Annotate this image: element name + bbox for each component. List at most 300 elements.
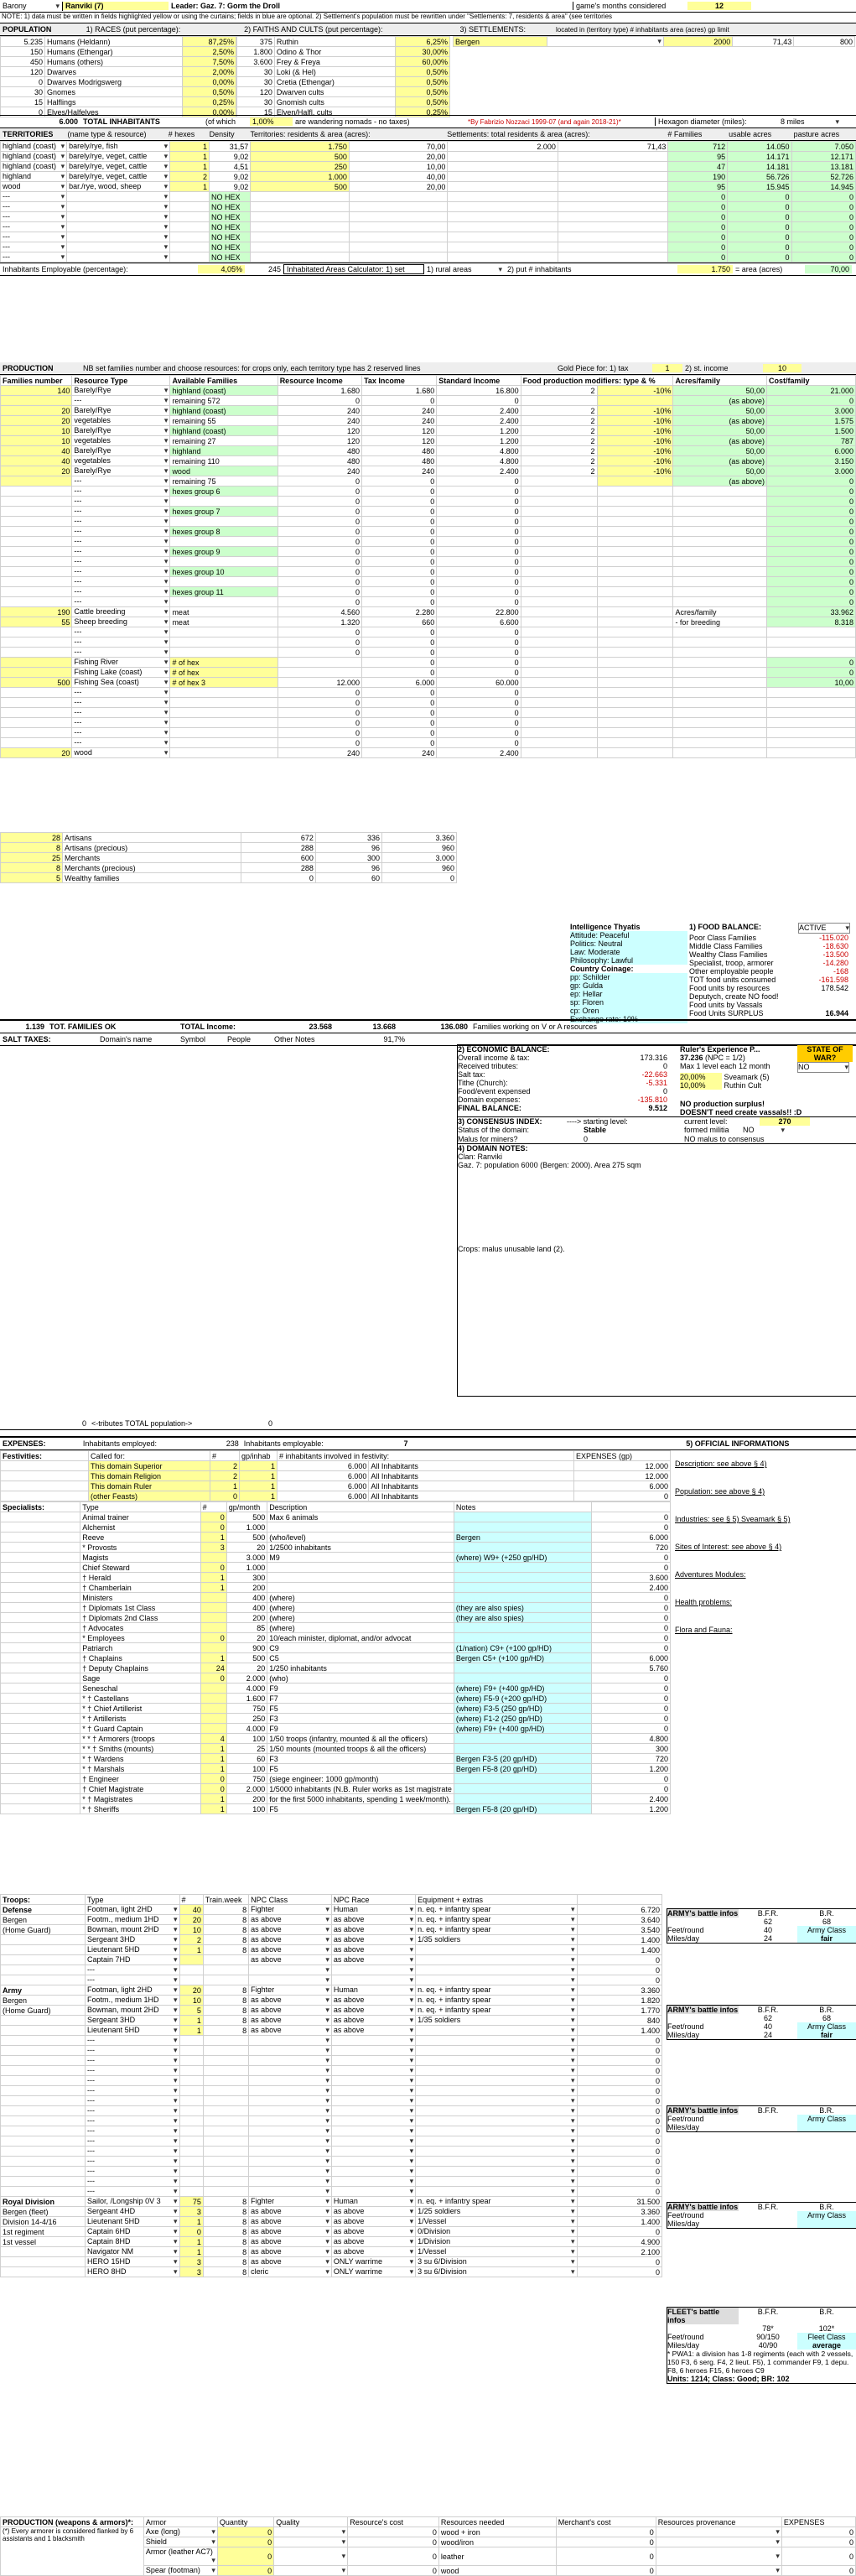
troop-cell[interactable]: as above ▾: [249, 2237, 332, 2247]
race-row-cell[interactable]: 0,50%: [183, 87, 236, 97]
specialist-cell[interactable]: 1: [200, 1744, 226, 1754]
production-other-row-cell[interactable]: 8: [1, 843, 63, 853]
specialist-cell[interactable]: Bergen C5+ (+100 gp/HD): [454, 1653, 591, 1663]
production-row-cell[interactable]: -10%: [597, 406, 673, 416]
troop-cell[interactable]: n. eq. + infantry spear ▾: [416, 1925, 577, 1935]
race-row-cell[interactable]: 0,25%: [183, 97, 236, 107]
specialist-cell[interactable]: 1: [200, 1583, 226, 1593]
specialist-cell[interactable]: [200, 1684, 226, 1694]
troop-cell[interactable]: HERO 8HD ▾: [86, 2267, 179, 2277]
territory-row-cell[interactable]: 1.000: [251, 172, 350, 182]
territory-row-cell[interactable]: wood ▾: [1, 182, 67, 192]
hex-diam-select[interactable]: 8 miles ▾: [778, 117, 842, 127]
specialist-cell: † Herald: [80, 1573, 200, 1583]
troop-cell[interactable]: 3: [179, 2207, 203, 2217]
specialist-cell[interactable]: [454, 1744, 591, 1754]
armor-cell[interactable]: 0: [217, 2547, 273, 2566]
troop-cell[interactable]: 3 su 6/Division ▾: [416, 2257, 577, 2267]
troop-cell[interactable]: as above ▾: [331, 2247, 415, 2257]
specialist-cell[interactable]: [454, 1663, 591, 1673]
intel-item[interactable]: Philosophy: Lawful: [570, 956, 687, 965]
territory-row-cell[interactable]: 250: [251, 162, 350, 172]
specialist-cell[interactable]: 0: [200, 1522, 226, 1533]
territory-row-cell[interactable]: 1.750: [251, 142, 350, 152]
production-row-cell[interactable]: 20: [1, 466, 72, 476]
troop-cell[interactable]: n. eq. + infantry spear ▾: [416, 2197, 577, 2207]
troop-row-empty-cell: --- ▾: [86, 1975, 179, 1985]
specialist-cell[interactable]: 1: [200, 1533, 226, 1543]
notes-clan[interactable]: Clan: Ranviki: [458, 1153, 503, 1161]
troop-cell[interactable]: as above ▾: [249, 1945, 332, 1955]
exchange-rate[interactable]: Exchange rate: 10%: [570, 1015, 687, 1023]
troop-cell[interactable]: Captain 6HD ▾: [86, 2227, 179, 2237]
faith-row-cell[interactable]: 6,25%: [396, 37, 450, 47]
troop-cell[interactable]: ONLY warrime ▾: [331, 2267, 415, 2277]
official-item[interactable]: Sites of Interest: see above § 4): [675, 1543, 782, 1551]
troop-cell[interactable]: 75: [179, 2197, 203, 2207]
troop-cell[interactable]: as above ▾: [249, 2006, 332, 2016]
production-row-cell[interactable]: --- ▾: [72, 396, 170, 406]
specialist-cell[interactable]: [200, 1613, 226, 1623]
official-item[interactable]: Adventures Modules:: [675, 1570, 746, 1579]
production-row-cell[interactable]: -10%: [597, 416, 673, 426]
territory-row-cell[interactable]: 2: [170, 172, 210, 182]
festivity-cell[interactable]: 1: [240, 1491, 278, 1501]
production-row-cell[interactable]: --- ▾: [72, 476, 170, 487]
troop-cell[interactable]: as above ▾: [331, 2016, 415, 2026]
race-row-cell[interactable]: 87,25%: [183, 37, 236, 47]
specialist-cell[interactable]: [454, 1522, 591, 1533]
production-row-cell[interactable]: 10: [1, 426, 72, 436]
faith-row-cell[interactable]: 60,00%: [396, 57, 450, 67]
settlement-territory[interactable]: [547, 37, 663, 47]
troop-cell[interactable]: 0/Division ▾: [416, 2227, 577, 2237]
troop-cell[interactable]: Fighter ▾: [249, 2197, 332, 2207]
territory-row-cell[interactable]: bar./rye, wood, sheep ▾: [67, 182, 170, 192]
specialist-cell[interactable]: 0: [200, 1563, 226, 1573]
specialist-cell[interactable]: [454, 1583, 591, 1593]
specialist-cell[interactable]: [200, 1714, 226, 1724]
armor-cell[interactable]: Axe (long) ▾: [143, 2527, 217, 2537]
specialist-cell[interactable]: 0: [200, 1512, 226, 1522]
faith-row-cell[interactable]: 0,25%: [396, 107, 450, 117]
armor-cell[interactable]: [274, 2547, 348, 2566]
employable-pct[interactable]: 4,05%: [198, 265, 245, 273]
calc-inhab[interactable]: 1.750: [677, 265, 733, 273]
specialist-cell[interactable]: (where) F5-9 (+200 gp/HD): [454, 1694, 591, 1704]
troop-cell[interactable]: as above ▾: [249, 1915, 332, 1925]
troop-cell[interactable]: Bowman, mount 2HD ▾: [86, 2006, 179, 2016]
troop-cell[interactable]: Sergeant 4HD ▾: [86, 2207, 179, 2217]
specialist-cell[interactable]: [454, 1593, 591, 1603]
salt-pct[interactable]: 20,00%: [680, 1073, 722, 1081]
faith-row-cell[interactable]: 0,50%: [396, 67, 450, 77]
territory-row-cell[interactable]: 500: [251, 152, 350, 162]
troop-cell[interactable]: as above ▾: [331, 2237, 415, 2247]
troop-cell[interactable]: as above ▾: [249, 1935, 332, 1945]
festivity-cell[interactable]: This domain Religion: [89, 1471, 210, 1481]
specialist-cell[interactable]: Bergen: [454, 1533, 591, 1543]
armor-cell[interactable]: [274, 2537, 348, 2547]
festivity-cell[interactable]: (other Feasts): [89, 1491, 210, 1501]
specialist-cell[interactable]: [454, 1673, 591, 1684]
current-level[interactable]: 270: [760, 1117, 810, 1126]
troop-cell[interactable]: Footman, light 2HD ▾: [86, 1985, 179, 1996]
troop-cell[interactable]: 1/Division ▾: [416, 2237, 577, 2247]
troop-cell[interactable]: as above ▾: [331, 2217, 415, 2227]
specialist-cell[interactable]: (they are also spies): [454, 1603, 591, 1613]
militia-select[interactable]: NO ▾: [743, 1126, 785, 1135]
specialist-cell[interactable]: 3: [200, 1543, 226, 1553]
intel-item[interactable]: Attitude: Peaceful: [570, 931, 687, 939]
armor-cell[interactable]: Armor (leather AC7) ▾: [143, 2547, 217, 2566]
festivity-cell[interactable]: 1: [210, 1481, 240, 1491]
troop-cell[interactable]: as above ▾: [249, 1996, 332, 2006]
territory-row-cell[interactable]: 1: [170, 152, 210, 162]
official-item[interactable]: Health problems:: [675, 1598, 733, 1606]
troop-cell[interactable]: [416, 2026, 577, 2036]
income-val[interactable]: 10: [763, 364, 802, 372]
troop-cell[interactable]: as above ▾: [249, 2247, 332, 2257]
territory-row-cell[interactable]: barely/rye, fish ▾: [67, 142, 170, 152]
troop-cell[interactable]: 5: [179, 2006, 203, 2016]
armor-cell[interactable]: 0: [217, 2527, 273, 2537]
official-item[interactable]: Population: see above § 4): [675, 1487, 765, 1496]
specialist-cell[interactable]: (where) F3-5 (250 gp/HD): [454, 1704, 591, 1714]
troop-cell[interactable]: 1/35 soldiers ▾: [416, 1935, 577, 1945]
specialist-cell[interactable]: [200, 1704, 226, 1714]
troop-cell[interactable]: [416, 1945, 577, 1955]
troop-cell[interactable]: Lieutenant 5HD ▾: [86, 2026, 179, 2036]
troop-row-empty-cell: [249, 2147, 332, 2157]
festivity-cell[interactable]: 0: [210, 1491, 240, 1501]
troop-cell[interactable]: n. eq. + infantry spear ▾: [416, 1905, 577, 1915]
production-other-row-cell[interactable]: 28: [1, 833, 63, 843]
specialist-cell[interactable]: 1: [200, 1794, 226, 1804]
troop-cell[interactable]: as above ▾: [249, 1955, 332, 1965]
race-row-cell[interactable]: 7,50%: [183, 57, 236, 67]
festivity-cell[interactable]: 1: [240, 1481, 278, 1491]
specialist-cell[interactable]: [200, 1593, 226, 1603]
troop-cell[interactable]: as above ▾: [331, 2026, 415, 2036]
troop-cell[interactable]: as above ▾: [249, 2207, 332, 2217]
specialist-cell[interactable]: 0: [200, 1774, 226, 1784]
production-row-cell[interactable]: 10: [1, 436, 72, 446]
production-row-cell[interactable]: Barely/Rye ▾: [72, 406, 170, 416]
troop-row-empty-cell: [331, 2046, 415, 2056]
production-row-cell[interactable]: [597, 476, 673, 487]
settlement-inhab[interactable]: 2000: [663, 37, 732, 47]
troop-cell[interactable]: as above ▾: [331, 2006, 415, 2016]
troop-cell[interactable]: 1/35 soldiers ▾: [416, 2016, 577, 2026]
troop-cell[interactable]: 1: [179, 2247, 203, 2257]
territory-row-cell[interactable]: highland (coast) ▾: [1, 142, 67, 152]
specialist-cell[interactable]: [454, 1543, 591, 1553]
specialist-cell[interactable]: 0: [200, 1784, 226, 1794]
production-other-row-cell[interactable]: 8: [1, 863, 63, 873]
troop-cell[interactable]: 3 su 6/Division ▾: [416, 2267, 577, 2277]
troop-cell[interactable]: Footm., medium 1HD ▾: [86, 1915, 179, 1925]
troop-cell[interactable]: 1: [179, 2026, 203, 2036]
troop-row-empty-cell: --- ▾: [86, 2076, 179, 2086]
troop-cell[interactable]: 2: [179, 1935, 203, 1945]
troop-cell[interactable]: Fighter ▾: [249, 1985, 332, 1996]
troop-cell[interactable]: n. eq. + infantry spear ▾: [416, 1985, 577, 1996]
troop-cell[interactable]: n. eq. + infantry spear ▾: [416, 1915, 577, 1925]
specialist-cell[interactable]: Bergen F3-5 (20 gp/HD): [454, 1754, 591, 1764]
troop-cell[interactable]: Footm., medium 1HD ▾: [86, 1996, 179, 2006]
production-row-cell[interactable]: -10%: [597, 386, 673, 396]
troop-cell[interactable]: as above ▾: [331, 2227, 415, 2237]
specialist-cell[interactable]: Bergen F5-8 (20 gp/HD): [454, 1804, 591, 1814]
specialist-cell[interactable]: (they are also spies): [454, 1613, 591, 1623]
troop-cell[interactable]: as above ▾: [249, 2257, 332, 2267]
production-row-cell[interactable]: 40: [1, 456, 72, 466]
territory-row-cell[interactable]: barely/rye, veget, cattle ▾: [67, 162, 170, 172]
official-item[interactable]: Flora and Fauna:: [675, 1626, 733, 1634]
tithe-pct[interactable]: 10,00%: [680, 1081, 722, 1090]
territory-row-cell[interactable]: 1: [170, 162, 210, 172]
race-row-cell[interactable]: 2,50%: [183, 47, 236, 57]
production-row-cell[interactable]: -10%: [597, 426, 673, 436]
troop-cell[interactable]: Sailor, /Longship 0V 3 ▾: [86, 2197, 179, 2207]
troop-cell[interactable]: 1: [179, 2016, 203, 2026]
coin-item[interactable]: sp: Floren: [570, 998, 687, 1007]
food-active-select[interactable]: ACTIVE ▾: [798, 923, 850, 934]
festivity-cell[interactable]: 2: [210, 1471, 240, 1481]
production-row-cell[interactable]: -10%: [597, 466, 673, 476]
troop-cell[interactable]: 10: [179, 1996, 203, 2006]
festivity-cell[interactable]: This domain Ruler: [89, 1481, 210, 1491]
troop-cell[interactable]: as above ▾: [331, 1945, 415, 1955]
troop-cell[interactable]: ONLY warrime ▾: [331, 2257, 415, 2267]
coin-item[interactable]: ep: Hellar: [570, 990, 687, 998]
troop-cell[interactable]: [179, 1955, 203, 1965]
specialist-cell[interactable]: [454, 1784, 591, 1794]
specialist-cell[interactable]: [200, 1553, 226, 1563]
troop-cell[interactable]: Human ▾: [331, 1905, 415, 1915]
specialist-cell[interactable]: [200, 1603, 226, 1613]
specialist-cell[interactable]: [454, 1774, 591, 1784]
troop-cell[interactable]: 1: [179, 1945, 203, 1955]
months-input[interactable]: 12: [687, 2, 751, 10]
troop-cell[interactable]: Bowman, mount 2HD ▾: [86, 1925, 179, 1935]
specialist-cell[interactable]: 0: [200, 1633, 226, 1643]
production-row-cell[interactable]: [1, 476, 72, 487]
troop-cell[interactable]: n. eq. + infantry spear ▾: [416, 1996, 577, 2006]
troop-cell[interactable]: 1: [179, 2237, 203, 2247]
production-row-cell[interactable]: 40: [1, 446, 72, 456]
specialist-cell[interactable]: 0: [200, 1673, 226, 1684]
specialist-cell[interactable]: [454, 1734, 591, 1744]
armor-cell[interactable]: [656, 2547, 781, 2566]
intel-item[interactable]: Law: Moderate: [570, 948, 687, 956]
troop-cell[interactable]: 40: [179, 1905, 203, 1915]
specialist-cell[interactable]: [200, 1623, 226, 1633]
troop-cell[interactable]: Human ▾: [331, 2197, 415, 2207]
troop-cell[interactable]: HERO 15HD ▾: [86, 2257, 179, 2267]
troop-cell[interactable]: 3: [179, 2257, 203, 2267]
territory-row-cell[interactable]: highland (coast) ▾: [1, 162, 67, 172]
intel-item[interactable]: Politics: Neutral: [570, 939, 687, 948]
troop-cell[interactable]: Footman, light 2HD ▾: [86, 1905, 179, 1915]
race-row-cell[interactable]: 2,00%: [183, 67, 236, 77]
troop-cell[interactable]: 3: [179, 2267, 203, 2277]
specialist-cell[interactable]: 4: [200, 1734, 226, 1744]
production-other-row: [1, 873, 457, 883]
specialist-cell[interactable]: [200, 1643, 226, 1653]
production-row-cell[interactable]: Barely/Rye ▾: [72, 466, 170, 476]
festivity-cell[interactable]: 1: [240, 1461, 278, 1471]
production-row-cell[interactable]: -10%: [597, 456, 673, 466]
troop-cell[interactable]: as above ▾: [331, 1915, 415, 1925]
specialist-cell[interactable]: [454, 1633, 591, 1643]
specialist-cell[interactable]: [454, 1563, 591, 1573]
troop-cell[interactable]: Lieutenant 5HD ▾: [86, 1945, 179, 1955]
specialist-cell[interactable]: (where) F1-2 (250 gp/HD): [454, 1714, 591, 1724]
specialist-cell[interactable]: 1: [200, 1573, 226, 1583]
troop-cell[interactable]: 1/25 soldiers ▾: [416, 2207, 577, 2217]
production-row-cell[interactable]: vegetables ▾: [72, 416, 170, 426]
troop-cell[interactable]: 1: [179, 2217, 203, 2227]
troop-cell[interactable]: 1/Vessel ▾: [416, 2247, 577, 2257]
specialist-cell[interactable]: 1: [200, 1764, 226, 1774]
troop-cell[interactable]: Navigator NM ▾: [86, 2247, 179, 2257]
faith-row-cell[interactable]: 0,50%: [396, 97, 450, 107]
specialist-cell[interactable]: [454, 1573, 591, 1583]
specialist-cell[interactable]: 24: [200, 1663, 226, 1673]
coin-item[interactable]: gp: Gulda: [570, 981, 687, 990]
troop-cell[interactable]: as above ▾: [331, 2207, 415, 2217]
troop-cell[interactable]: 20: [179, 1985, 203, 1996]
territory-row-cell[interactable]: 1: [170, 142, 210, 152]
specialist-cell[interactable]: (where) W9+ (+250 gp/HD): [454, 1553, 591, 1563]
armor-cell[interactable]: [656, 2537, 781, 2547]
troop-cell[interactable]: as above ▾: [249, 2026, 332, 2036]
production-row-cell[interactable]: -10%: [597, 446, 673, 456]
race-row-cell[interactable]: 0,00%: [183, 107, 236, 117]
festivity-cell[interactable]: This domain Superior: [89, 1461, 210, 1471]
settlement-name[interactable]: Bergen: [454, 37, 547, 47]
territory-row-cell[interactable]: highland (coast) ▾: [1, 152, 67, 162]
production-row-cell[interactable]: Barely/Rye ▾: [72, 386, 170, 396]
production-row-cell[interactable]: -10%: [597, 436, 673, 446]
territory-row-cell[interactable]: highland ▾: [1, 172, 67, 182]
troop-cell[interactable]: Captain 8HD ▾: [86, 2237, 179, 2247]
production-remaining-row-cell: 0: [362, 517, 437, 527]
gold-val[interactable]: 1: [652, 364, 682, 372]
armor-cell[interactable]: Shield ▾: [143, 2537, 217, 2547]
troop-cell[interactable]: as above ▾: [249, 2016, 332, 2026]
troop-cell[interactable]: as above ▾: [331, 1955, 415, 1965]
troop-cell[interactable]: n. eq. + infantry spear ▾: [416, 2006, 577, 2016]
faith-row-cell[interactable]: 0,50%: [396, 77, 450, 87]
territory-row-cell[interactable]: barely/rye, veget, cattle ▾: [67, 172, 170, 182]
production-row-cell[interactable]: [1, 396, 72, 406]
troop-cell[interactable]: Sergeant 3HD ▾: [86, 2016, 179, 2026]
production-row-cell[interactable]: [597, 396, 673, 406]
troop-cell[interactable]: cleric ▾: [249, 2267, 332, 2277]
specialist-cell[interactable]: (1/nation) C9+ (+100 gp/HD): [454, 1643, 591, 1653]
armor-cell[interactable]: [656, 2527, 781, 2537]
specialist-cell[interactable]: 1: [200, 1754, 226, 1764]
specialist-cell[interactable]: [200, 1724, 226, 1734]
armor-cell[interactable]: [274, 2527, 348, 2537]
faith-row-cell[interactable]: 0,50%: [396, 87, 450, 97]
festivity-cell[interactable]: 1: [240, 1471, 278, 1481]
territory-row-cell[interactable]: 1: [170, 182, 210, 192]
troop-cell[interactable]: as above ▾: [249, 2217, 332, 2227]
troop-cell[interactable]: Fighter ▾: [249, 1905, 332, 1915]
troop-cell[interactable]: 1/Vessel ▾: [416, 2217, 577, 2227]
troop-cell[interactable]: as above ▾: [331, 1996, 415, 2006]
specialist-cell[interactable]: [200, 1694, 226, 1704]
troop-cell[interactable]: 10: [179, 1925, 203, 1935]
troop-cell[interactable]: as above ▾: [249, 2227, 332, 2237]
territory-row-cell[interactable]: 500: [251, 182, 350, 192]
nomads-pct[interactable]: 1,00%: [250, 117, 293, 126]
specialist-cell[interactable]: [454, 1794, 591, 1804]
production-row-cell[interactable]: Barely/Rye ▾: [72, 446, 170, 456]
official-item[interactable]: Industries: see § 5) Sveamark § 5): [675, 1515, 791, 1523]
production-other-row-cell[interactable]: 5: [1, 873, 63, 883]
troop-cell[interactable]: 20: [179, 1915, 203, 1925]
specialist-cell[interactable]: Bergen F5-8 (20 gp/HD): [454, 1764, 591, 1774]
troop-cell[interactable]: Captain 7HD ▾: [86, 1955, 179, 1965]
official-item[interactable]: Description: see above § 4): [675, 1460, 767, 1468]
race-row-cell[interactable]: 0,00%: [183, 77, 236, 87]
armor-cell[interactable]: 0: [217, 2566, 273, 2576]
notes-crops[interactable]: Crops: malus unusable land (2).: [458, 1245, 565, 1253]
calc-rural-select[interactable]: 1) rural areas ▾: [424, 265, 505, 274]
coin-item[interactable]: pp: Schilder: [570, 973, 687, 981]
production-row-cell[interactable]: vegetables ▾: [72, 456, 170, 466]
troop-cell[interactable]: as above ▾: [331, 1935, 415, 1945]
production-row-cell[interactable]: 20: [1, 406, 72, 416]
production-row-cell[interactable]: 20: [1, 416, 72, 426]
specialist-cell[interactable]: 1: [200, 1804, 226, 1814]
troop-cell[interactable]: as above ▾: [249, 1925, 332, 1935]
armor-cell[interactable]: 0: [217, 2537, 273, 2547]
specialist-cell[interactable]: (where) F9+ (+400 gp/HD): [454, 1724, 591, 1734]
production-row-cell[interactable]: Barely/Rye ▾: [72, 426, 170, 436]
production-row-cell[interactable]: 140: [1, 386, 72, 396]
specialist-cell[interactable]: [454, 1512, 591, 1522]
troop-cell[interactable]: 0: [179, 2227, 203, 2237]
war-select[interactable]: NO ▾: [797, 1062, 849, 1073]
production-row: [1, 476, 856, 487]
armor-cell[interactable]: Spear (footman) ▾: [143, 2566, 217, 2576]
territory-row-cell[interactable]: barely/rye, veget, cattle ▾: [67, 152, 170, 162]
festivity-cell[interactable]: 2: [210, 1461, 240, 1471]
production-other-row-cell[interactable]: 25: [1, 853, 63, 863]
faith-row-cell[interactable]: 30,00%: [396, 47, 450, 57]
notes-gaz[interactable]: Gaz. 7: population 6000 (Bergen: 2000). Area 275 sqm: [458, 1161, 641, 1169]
coin-item[interactable]: cp: Oren: [570, 1007, 687, 1015]
specialist-cell[interactable]: 1: [200, 1653, 226, 1663]
troop-cell[interactable]: as above ▾: [331, 1925, 415, 1935]
domain-type-select[interactable]: Barony ▾: [0, 2, 63, 11]
troop-cell[interactable]: Human ▾: [331, 1985, 415, 1996]
production-row-cell[interactable]: vegetables ▾: [72, 436, 170, 446]
specialist-cell[interactable]: [454, 1623, 591, 1633]
troop-cell[interactable]: Sergeant 3HD ▾: [86, 1935, 179, 1945]
troop-cell[interactable]: Lieutenant 5HD ▾: [86, 2217, 179, 2227]
production-other-row-cell: 288: [241, 863, 316, 873]
troop-cell[interactable]: [416, 1955, 577, 1965]
specialist-cell[interactable]: (where) F9+ (+400 gp/HD): [454, 1684, 591, 1694]
domain-name[interactable]: Ranviki (7): [63, 2, 169, 10]
